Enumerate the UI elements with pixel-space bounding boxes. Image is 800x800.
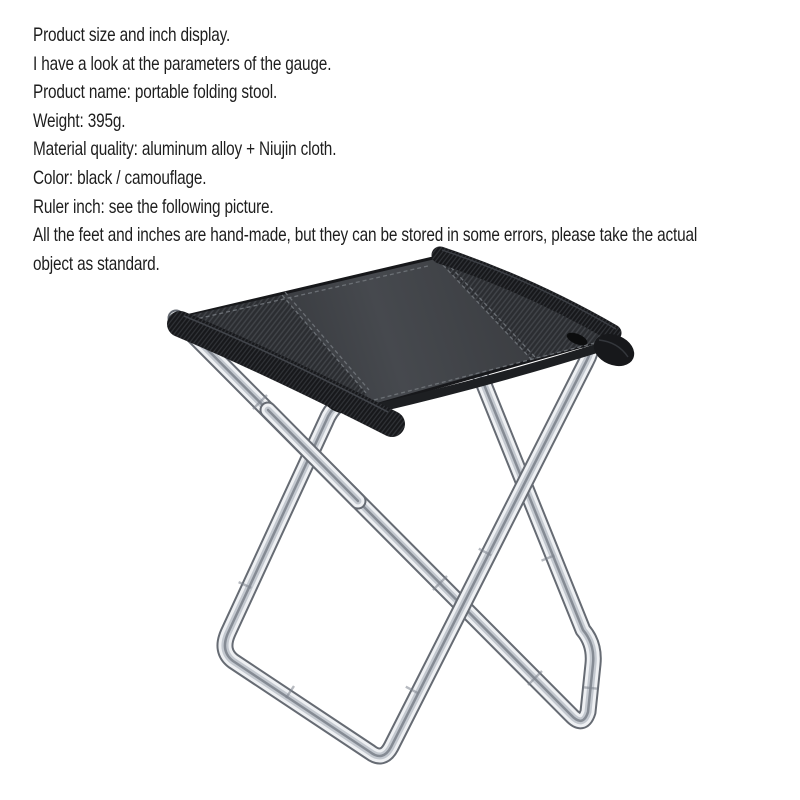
description-line: Weight: 395g. <box>33 110 126 132</box>
description-line: Color: black / camouflage. <box>33 167 207 189</box>
description-line: All the feet and inches are hand-made, but they can be stored in some errors, please take the actual object as standard. <box>33 225 698 275</box>
product-image-folding-stool <box>140 240 680 800</box>
description-line: I have a look at the parameters of the gauge. <box>33 53 332 75</box>
description-line: Material quality: aluminum alloy + Niujin cloth. <box>33 139 337 161</box>
stool-hinge-overlap <box>268 410 358 501</box>
folding-stool-illustration <box>140 240 680 800</box>
description-line: Product name: portable folding stool. <box>33 82 278 104</box>
description-line: Ruler inch: see the following picture. <box>33 196 274 218</box>
description-line: Product size and inch display. <box>33 25 231 46</box>
